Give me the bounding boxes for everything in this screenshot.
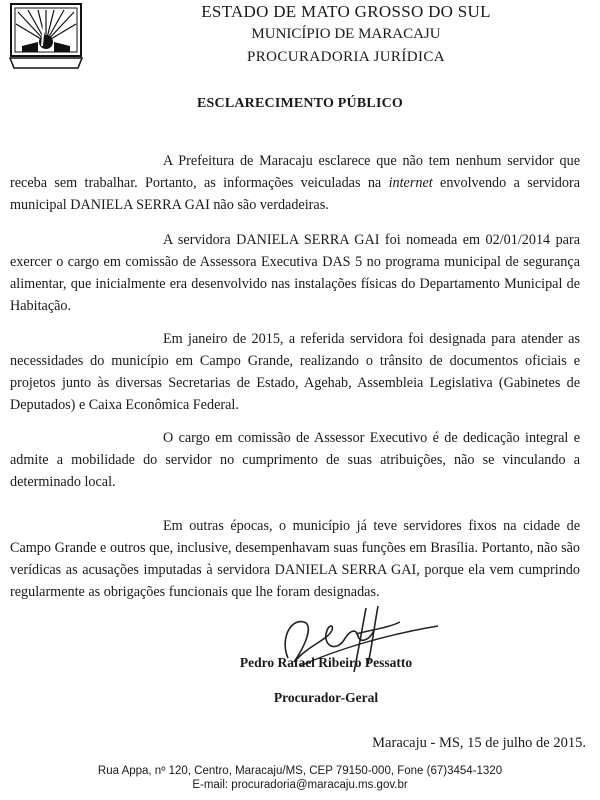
paragraph-1	[10, 150, 580, 216]
footer-email: E-mail: procuradoria@maracaju.ms.gov.br	[192, 779, 408, 791]
paragraph-1-text-a: A Prefeitura de Maracaju esclarece que não tem nenhum servidor que receba sem trabalhar. Portanto, as informações veiculadas na	[10, 153, 580, 191]
header-state: ESTADO DE MATO GROSSO DO SUL	[201, 2, 491, 21]
document-title: ESCLARECIMENTO PÚBLICO	[196, 96, 403, 111]
paragraph-2: A servidora DANIELA SERRA GAI foi nomeada em 02/01/2014 para exercer o cargo em comissão de Assessora Executiva DAS 5 no programa municipal de segurança alimentar, que inicialmente era desenvolvido nas instalações físicas do Departamento Municipal de Habitação.	[10, 232, 580, 314]
paragraph-5: Em outras épocas, o município já teve servidores fixos na cidade de Campo Grande e outros que, inclusive, desempenhavam suas funções em Brasília. Portanto, não são verídicas as acusações imputadas à servidora DANIELA SERRA GAI, porque ela vem cumprindo regularmente as obrigações funcionais que lhe foram designadas.	[10, 518, 580, 600]
signer-role: Procurador-Geral	[273, 690, 379, 705]
municipal-coat-of-arms-icon	[8, 2, 84, 70]
paragraph-1-emphasis: internet	[388, 175, 433, 191]
paragraph-3: Em janeiro de 2015, a referida servidora foi designada para atender as necessidades do município em Campo Grande, realizando o trânsito de documentos oficiais e projetos junto às diversas Secretarias de Estado, Agehab, Assembleia Legislativa (Gabinetes de Deputados) e Caixa Econômica Federal.	[10, 331, 580, 413]
footer-address: Rua Appa, nº 120, Centro, Maracaju/MS, CEP 79150-000, Fone (67)3454-1320	[97, 765, 503, 777]
signer-name: Pedro Rafael Ribeiro Pessatto	[239, 655, 413, 670]
paragraph-4: O cargo em comissão de Assessor Executivo é de dedicação integral e admite a mobilidade do servidor no cumprimento de suas atribuições, não se vinculando a determinado local.	[10, 430, 580, 490]
header-department: PROCURADORIA JURÍDICA	[246, 49, 445, 65]
dateline: Maracaju - MS, 15 de julho de 2015.	[372, 735, 586, 751]
header-municipality: MUNICÍPIO DE MARACAJU	[251, 26, 441, 42]
paragraph-1-text-b: envolvendo a servidora municipal DANIELA SERRA GAI não são verdadeiras.	[10, 175, 580, 213]
